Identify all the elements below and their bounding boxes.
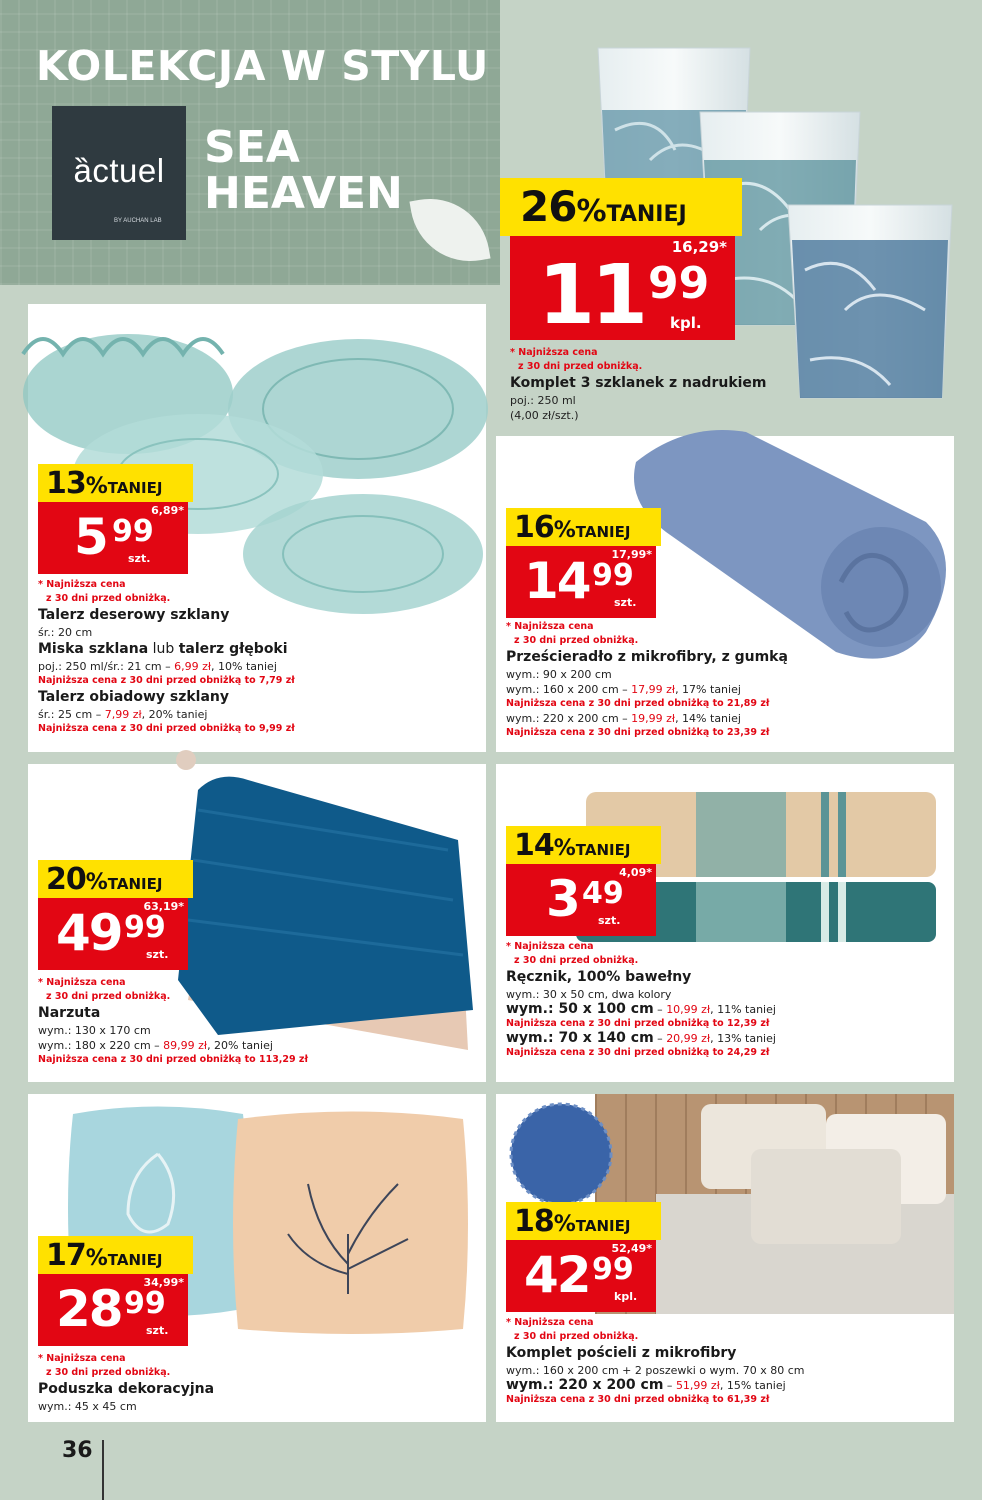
spec-part: , 10% taniej: [211, 660, 277, 673]
lowest-price-note: * Najniższa cena: [510, 347, 598, 358]
discount-word: TANIEJ: [606, 202, 687, 227]
spec-part: śr.: 25 cm –: [38, 708, 105, 721]
lowest-price-note: z 30 dni przed obniżką.: [46, 991, 171, 1002]
price-integer: 11: [538, 248, 645, 343]
discount-word: TANIEJ: [107, 1251, 163, 1269]
spec-size: wym.: 50 x 100 cm: [506, 1001, 654, 1017]
spec-part: wym.: 160 x 200 cm –: [506, 683, 632, 696]
spec-part: , 11% taniej: [710, 1003, 776, 1016]
product-spec: (4,00 zł/szt.): [510, 409, 579, 422]
product-spec: wym.: 90 x 200 cm: [506, 668, 612, 681]
price-box: [510, 236, 735, 343]
price-unit: szt.: [128, 552, 151, 565]
lowest-price-note: * Najniższa cena: [506, 621, 594, 632]
percent-sign: %: [576, 194, 607, 229]
price-decimal: 99: [124, 910, 166, 945]
spec-price: 7,99 zł: [104, 708, 142, 721]
price-unit: szt.: [614, 596, 637, 609]
name-part: Miska szklana: [38, 641, 149, 657]
price-box: [38, 502, 188, 574]
series-title-line2: HEAVEN: [204, 168, 403, 219]
old-price: 63,19*: [143, 900, 184, 913]
price-decimal: 99: [112, 514, 154, 549]
product-name: Talerz deserowy szklany: [38, 607, 230, 623]
product-name: Ręcznik, 100% bawełny: [506, 969, 692, 985]
price-unit: kpl.: [670, 314, 702, 332]
lowest-price-note: * Najniższa cena: [38, 579, 126, 590]
lowest-price-note: Najniższa cena z 30 dni przed obniżką to 12,39 zł: [506, 1018, 770, 1029]
brand-logo: [52, 106, 186, 240]
spec-part: , 13% taniej: [710, 1032, 776, 1045]
price-integer: 42: [524, 1246, 590, 1304]
product-spec: [506, 682, 946, 697]
old-price: 16,29*: [671, 238, 727, 256]
glasses-info: [510, 346, 790, 423]
product-name: Komplet pościeli z mikrofibry: [506, 1345, 737, 1361]
spec-price: 10,99 zł: [666, 1003, 711, 1016]
price-unit: szt.: [146, 1324, 169, 1337]
lowest-price-note: * Najniższa cena: [38, 977, 126, 988]
brand-name: ȁctuel: [73, 152, 165, 189]
page-number: 36: [62, 1438, 93, 1463]
price-integer: 5: [74, 508, 107, 566]
product-name: Narzuta: [38, 1005, 101, 1021]
product-spec: [38, 707, 478, 722]
spec-part: , 20% taniej: [207, 1039, 273, 1052]
discount-label: [506, 508, 661, 546]
product-name: [38, 640, 478, 659]
product-spec: [506, 711, 946, 726]
discount-percent: 14: [514, 828, 554, 863]
product-spec: [506, 1031, 946, 1046]
discount-percent: 18: [514, 1204, 554, 1239]
lowest-price-note: Najniższa cena z 30 dni przed obniżką to 61,39 zł: [506, 1394, 770, 1405]
series-title-line1: SEA: [204, 122, 300, 173]
price-integer: 28: [56, 1280, 122, 1338]
lowest-price-note: Najniższa cena z 30 dni przed obniżką to 21,89 zł: [506, 698, 770, 709]
percent-sign: %: [85, 870, 108, 895]
discount-percent: 20: [46, 862, 86, 897]
percent-sign: %: [553, 836, 576, 861]
spec-part: , 15% taniej: [719, 1379, 786, 1392]
old-price: 6,89*: [151, 504, 184, 517]
lowest-price-note: z 30 dni przed obniżką.: [514, 635, 639, 646]
discount-percent: 16: [514, 510, 554, 545]
lowest-price-note: Najniższa cena z 30 dni przed obniżką to 23,39 zł: [506, 727, 770, 738]
spec-price: 17,99 zł: [631, 683, 676, 696]
spec-part: wym.: 220 x 200 cm –: [506, 712, 632, 725]
product-spec: wym.: 30 x 50 cm, dwa kolory: [506, 988, 672, 1001]
spec-part: , 20% taniej: [141, 708, 208, 721]
price-box: [38, 898, 188, 970]
sheet-info: [506, 620, 946, 740]
percent-sign: %: [85, 1246, 108, 1271]
product-spec: [506, 1002, 946, 1017]
collection-title: KOLEKCJA W STYLU: [36, 42, 489, 90]
price-decimal: 99: [592, 558, 634, 593]
spec-price: 6,99 zł: [174, 660, 212, 673]
price-decimal: 99: [592, 1252, 634, 1287]
product-name: Poduszka dekoracyjna: [38, 1381, 215, 1397]
spec-price: 89,99 zł: [163, 1039, 208, 1052]
old-price: 17,99*: [611, 548, 652, 561]
price-decimal: 99: [648, 258, 710, 309]
lowest-price-note: z 30 dni przed obniżką.: [46, 593, 171, 604]
discount-word: TANIEJ: [575, 523, 631, 541]
product-name: Talerz obiadowy szklany: [38, 689, 230, 705]
price-unit: szt.: [146, 948, 169, 961]
product-spec: [506, 1378, 946, 1393]
percent-sign: %: [85, 474, 108, 499]
discount-label: [506, 826, 661, 864]
old-price: 34,99*: [143, 1276, 184, 1289]
bedding-info: [506, 1316, 946, 1407]
lowest-price-note: z 30 dni przed obniżką.: [518, 361, 643, 372]
old-price: 4,09*: [619, 866, 652, 879]
price-box: [38, 1274, 188, 1346]
discount-word: TANIEJ: [575, 1217, 631, 1235]
price-integer: 3: [546, 870, 579, 928]
lowest-price-note: * Najniższa cena: [506, 1317, 594, 1328]
product-spec: wym.: 160 x 200 cm + 2 poszewki o wym. 70 x 80 cm: [506, 1364, 805, 1377]
throw-info: [38, 976, 478, 1067]
price-box: [506, 546, 656, 618]
glass-3: [788, 205, 952, 398]
name-part: talerz głęboki: [178, 641, 288, 657]
lowest-price-note: Najniższa cena z 30 dni przed obniżką to 7,79 zł: [38, 675, 295, 686]
spec-part: wym.: 180 x 220 cm –: [38, 1039, 164, 1052]
price-integer: 49: [56, 904, 122, 962]
discount-label: [500, 178, 742, 236]
price-decimal: 99: [124, 1286, 166, 1321]
lowest-price-note: z 30 dni przed obniżką.: [46, 1367, 171, 1378]
lowest-price-note: Najniższa cena z 30 dni przed obniżką to 113,29 zł: [38, 1054, 308, 1065]
spec-part: poj.: 250 ml/śr.: 21 cm –: [38, 660, 175, 673]
percent-sign: %: [553, 518, 576, 543]
discount-percent: 13: [46, 466, 86, 501]
lowest-price-note: * Najniższa cena: [38, 1353, 126, 1364]
product-name: Komplet 3 szklanek z nadrukiem: [510, 375, 767, 391]
price-box: [506, 864, 656, 936]
pillow-info: [38, 1352, 478, 1414]
lowest-price-note: z 30 dni przed obniżką.: [514, 1331, 639, 1342]
discount-percent: 17: [46, 1238, 86, 1273]
product-spec: śr.: 20 cm: [38, 626, 93, 639]
lowest-price-note: Najniższa cena z 30 dni przed obniżką to 9,99 zł: [38, 723, 295, 734]
product-spec: wym.: 45 x 45 cm: [38, 1400, 137, 1413]
lowest-price-note: z 30 dni przed obniżką.: [514, 955, 639, 966]
percent-sign: %: [553, 1212, 576, 1237]
discount-label: [38, 1236, 193, 1274]
old-price: 52,49*: [611, 1242, 652, 1255]
discount-label: [506, 1202, 661, 1240]
discount-word: TANIEJ: [107, 479, 163, 497]
towel-info: [506, 940, 946, 1060]
product-spec: wym.: 130 x 170 cm: [38, 1024, 151, 1037]
product-name: Prześcieradło z mikrofibry, z gumką: [506, 649, 788, 665]
spec-part: , 17% taniej: [675, 683, 741, 696]
discount-label: [38, 464, 193, 502]
spec-price: 19,99 zł: [631, 712, 676, 725]
lowest-price-note: * Najniższa cena: [506, 941, 594, 952]
spec-part: –: [663, 1379, 676, 1392]
discount-label: [38, 860, 193, 898]
price-unit: szt.: [598, 914, 621, 927]
plates-info: [38, 578, 478, 736]
brand-sub: BY AUCHAN LAB: [114, 218, 162, 224]
product-spec: [38, 659, 478, 674]
spec-part: –: [653, 1032, 667, 1045]
price-unit: kpl.: [614, 1290, 638, 1303]
discount-word: TANIEJ: [575, 841, 631, 859]
spec-price: 20,99 zł: [666, 1032, 711, 1045]
product-spec: poj.: 250 ml: [510, 394, 576, 407]
discount-percent: 26: [520, 182, 577, 231]
price-integer: 14: [524, 552, 590, 610]
name-part: lub: [148, 641, 179, 657]
spec-price: 51,99 zł: [675, 1379, 720, 1392]
discount-word: TANIEJ: [107, 875, 163, 893]
price-box: [506, 1240, 656, 1312]
page-divider: [102, 1440, 104, 1500]
price-decimal: 49: [582, 876, 624, 911]
spec-size: wym.: 220 x 200 cm: [506, 1377, 664, 1393]
spec-size: wym.: 70 x 140 cm: [506, 1030, 654, 1046]
lowest-price-note: Najniższa cena z 30 dni przed obniżką to 24,29 zł: [506, 1047, 770, 1058]
spec-part: , 14% taniej: [675, 712, 741, 725]
spec-part: –: [653, 1003, 667, 1016]
product-spec: [38, 1038, 478, 1053]
